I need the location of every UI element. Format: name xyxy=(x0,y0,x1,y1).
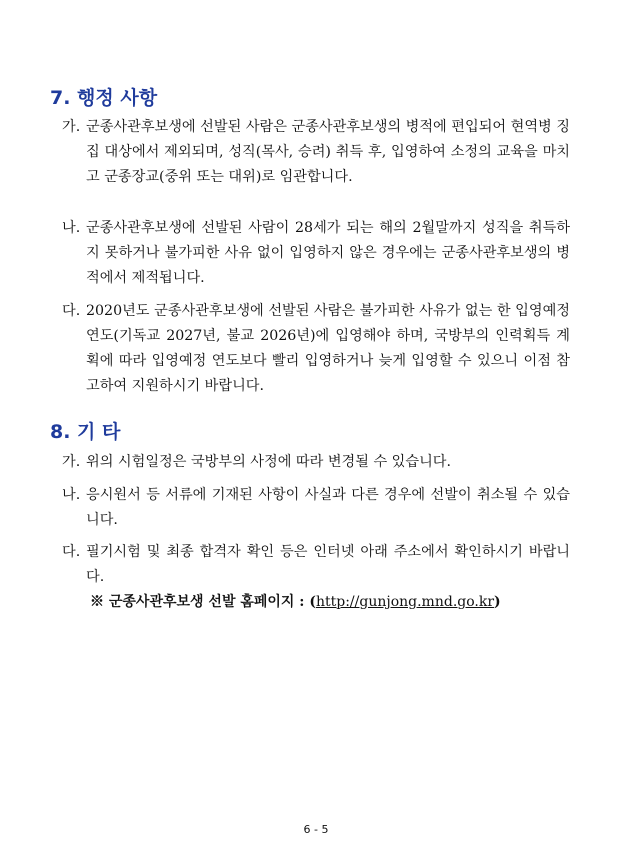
item-text: 필기시험 및 최종 합격자 확인 등은 인터넷 아래 주소에서 확인하시기 바랍니다. xyxy=(86,544,570,585)
item-text: 군종사관후보생에 선발된 사람이 28세가 되는 해의 2월말까지 성직을 취득하지 못하거나 불가피한 사유 없이 입영하지 않은 경우에는 군종사관후보생의 병적에서 제적됩니다. xyxy=(86,220,570,286)
list-item xyxy=(62,115,570,190)
page-number: 6 - 5 xyxy=(303,823,329,836)
list-item xyxy=(62,299,570,399)
item-text: 위의 시험일정은 국방부의 사정에 따라 변경될 수 있습니다. xyxy=(86,454,452,470)
item-marker: 나. xyxy=(62,220,81,236)
note-prefix: ※ 군종사관후보생 선발 홈페이지 : xyxy=(90,594,310,610)
item-marker: 다. xyxy=(62,544,81,560)
item-marker: 가. xyxy=(62,454,81,470)
item-marker: 가. xyxy=(62,119,81,135)
item-text: 2020년도 군종사관후보생에 선발된 사람은 불가피한 사유가 없는 한 입영예정연도(기독교 2027년, 불교 2026년)에 입영해야 하며, 국방부의 인력획득 계획에 따라 입영예정 연도보다 빨리 입영하거나 늦게 입영할 수 있으니 이점 참고하여 지원하시기 바랍니다. xyxy=(86,303,570,394)
list-item xyxy=(62,450,570,475)
item-marker: 다. xyxy=(62,303,81,319)
section-8-title: 8. 기 타 xyxy=(50,421,121,443)
homepage-note xyxy=(90,590,501,615)
section-7-title: 7. 행정 사항 xyxy=(50,87,158,109)
homepage-link[interactable]: http://gunjong.mnd.go.kr xyxy=(315,594,495,610)
list-item xyxy=(62,540,570,590)
item-marker: 나. xyxy=(62,487,81,503)
item-text: 군종사관후보생에 선발된 사람은 군종사관후보생의 병적에 편입되어 현역병 징집 대상에서 제외되며, 성직(목사, 승려) 취득 후, 입영하여 소정의 교육을 마치고 군종장교(중위 또는 대위)로 임관합니다. xyxy=(86,119,570,185)
item-text: 응시원서 등 서류에 기재된 사항이 사실과 다른 경우에 선발이 취소될 수 있습니다. xyxy=(86,487,570,528)
url-open-paren: ( xyxy=(309,594,316,610)
list-item xyxy=(62,483,570,533)
list-item xyxy=(62,216,570,291)
url-close-paren: ) xyxy=(494,594,501,610)
